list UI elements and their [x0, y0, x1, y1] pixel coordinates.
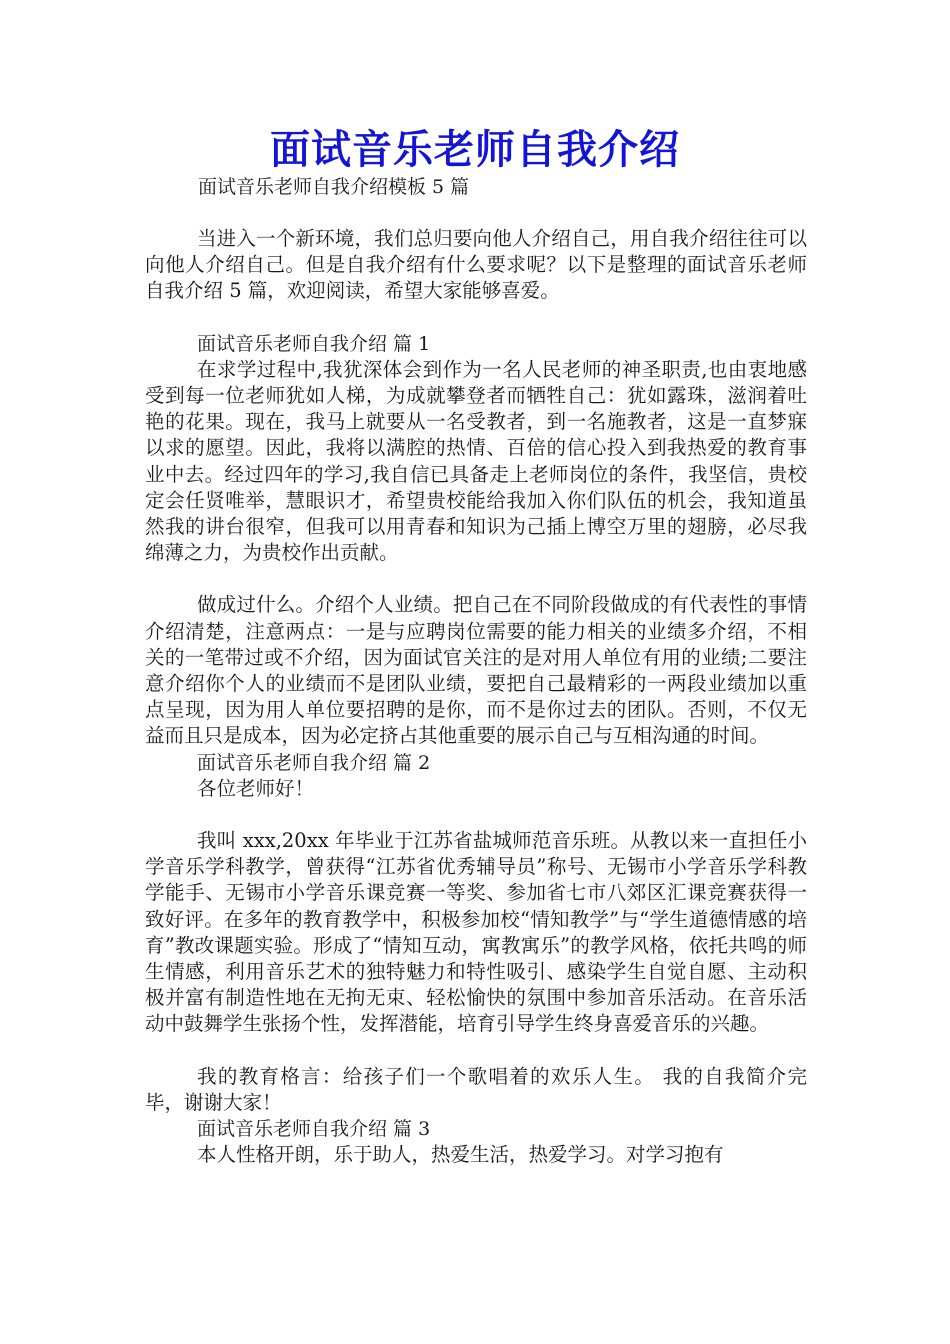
- section-2-heading: 面试音乐老师自我介绍 篇 2: [197, 751, 431, 774]
- intro-paragraph: 当进入一个新环境，我们总归要向他人介绍自己，用自我介绍往往可以向他人介绍自己。但是自我介绍有什么要求呢？以下是整理的面试音乐老师自我介绍 5 篇，欢迎阅读，希望大家能够喜爱。: [145, 227, 807, 303]
- section-3-paragraph-1: 本人性格开朗，乐于助人，热爱生活，热爱学习。对学习抱有: [197, 1143, 724, 1167]
- document-body: [145, 226, 807, 1169]
- section-2-paragraph-1: 我叫 xxx,20xx 年毕业于江苏省盐城师范音乐班。从教以来一直担任小学音乐学科教学，曾获得“江苏省优秀辅导员”称号、无锡市小学音乐学科教学能手、无锡市小学音乐课竞赛一等奖、参加省七市八郊区汇课竞赛获得一致好评。在多年的教育教学中，积极参加校“情知教学”与“学生道德情感的培育”教改课题实验。形成了“情知互动，寓教寓乐”的教学风格，依托共鸣的师生情感，利用音乐艺术的独特魅力和特性吸引、感染学生自觉自愿、主动积极并富有制造性地在无拘无束、轻松愉快的氛围中参加音乐活动。在音乐活动中鼓舞学生张扬个性，发挥潜能，培育引导学生终身喜爱音乐的兴趣。: [145, 829, 807, 1036]
- section-1-heading: 面试音乐老师自我介绍 篇 1: [197, 332, 431, 355]
- section-2-paragraph-2: 我的教育格言：给孩子们一个歌唱着的欢乐人生。 我的自我简介完毕，谢谢大家！: [145, 1064, 807, 1114]
- document-subtitle: 面试音乐老师自我介绍模板 5 篇: [198, 176, 470, 198]
- document-title: 面试音乐老师自我介绍: [270, 127, 680, 173]
- section-1-paragraph-2: 做成过什么。介绍个人业绩。把自己在不同阶段做成的有代表性的事情介绍清楚，注意两点：一是与应聘岗位需要的能力相关的业绩多介绍，不相关的一笔带过或不介绍，因为面试官关注的是对用人单位有用的业绩;二要注意介绍你个人的业绩而不是团队业绩，要把自己最精彩的一两段业绩加以重点呈现，因为用人单位要招聘的是你，而不是你过去的团队。否则，不仅无益而且只是成本，因为必定挤占其他重要的展示自己与互相沟通的时间。: [145, 593, 807, 748]
- section-3-heading: 面试音乐老师自我介绍 篇 3: [197, 1118, 431, 1141]
- section-1-paragraph-1: 在求学过程中,我犹深体会到作为一名人民老师的神圣职责,也由衷地感受到每一位老师犹如人梯，为成就攀登者而牺牲自己：犹如露珠，滋润着吐艳的花果。现在，我马上就要从一名受教者，到一名施教者，这是一直梦寐以求的愿望。因此，我将以满腔的热情、百倍的信心投入到我热爱的教育事业中去。经过四年的学习,我自信已具备走上老师岗位的条件，我坚信，贵校定会任贤唯举，慧眼识才，希望贵校能给我加入你们队伍的机会，我知道虽然我的讲台很窄，但我可以用青春和知识为己插上博空万里的翅膀，必尽我绵薄之力，为贵校作出贡献。: [145, 357, 807, 565]
- section-2-greeting: 各位老师好！: [197, 776, 315, 800]
